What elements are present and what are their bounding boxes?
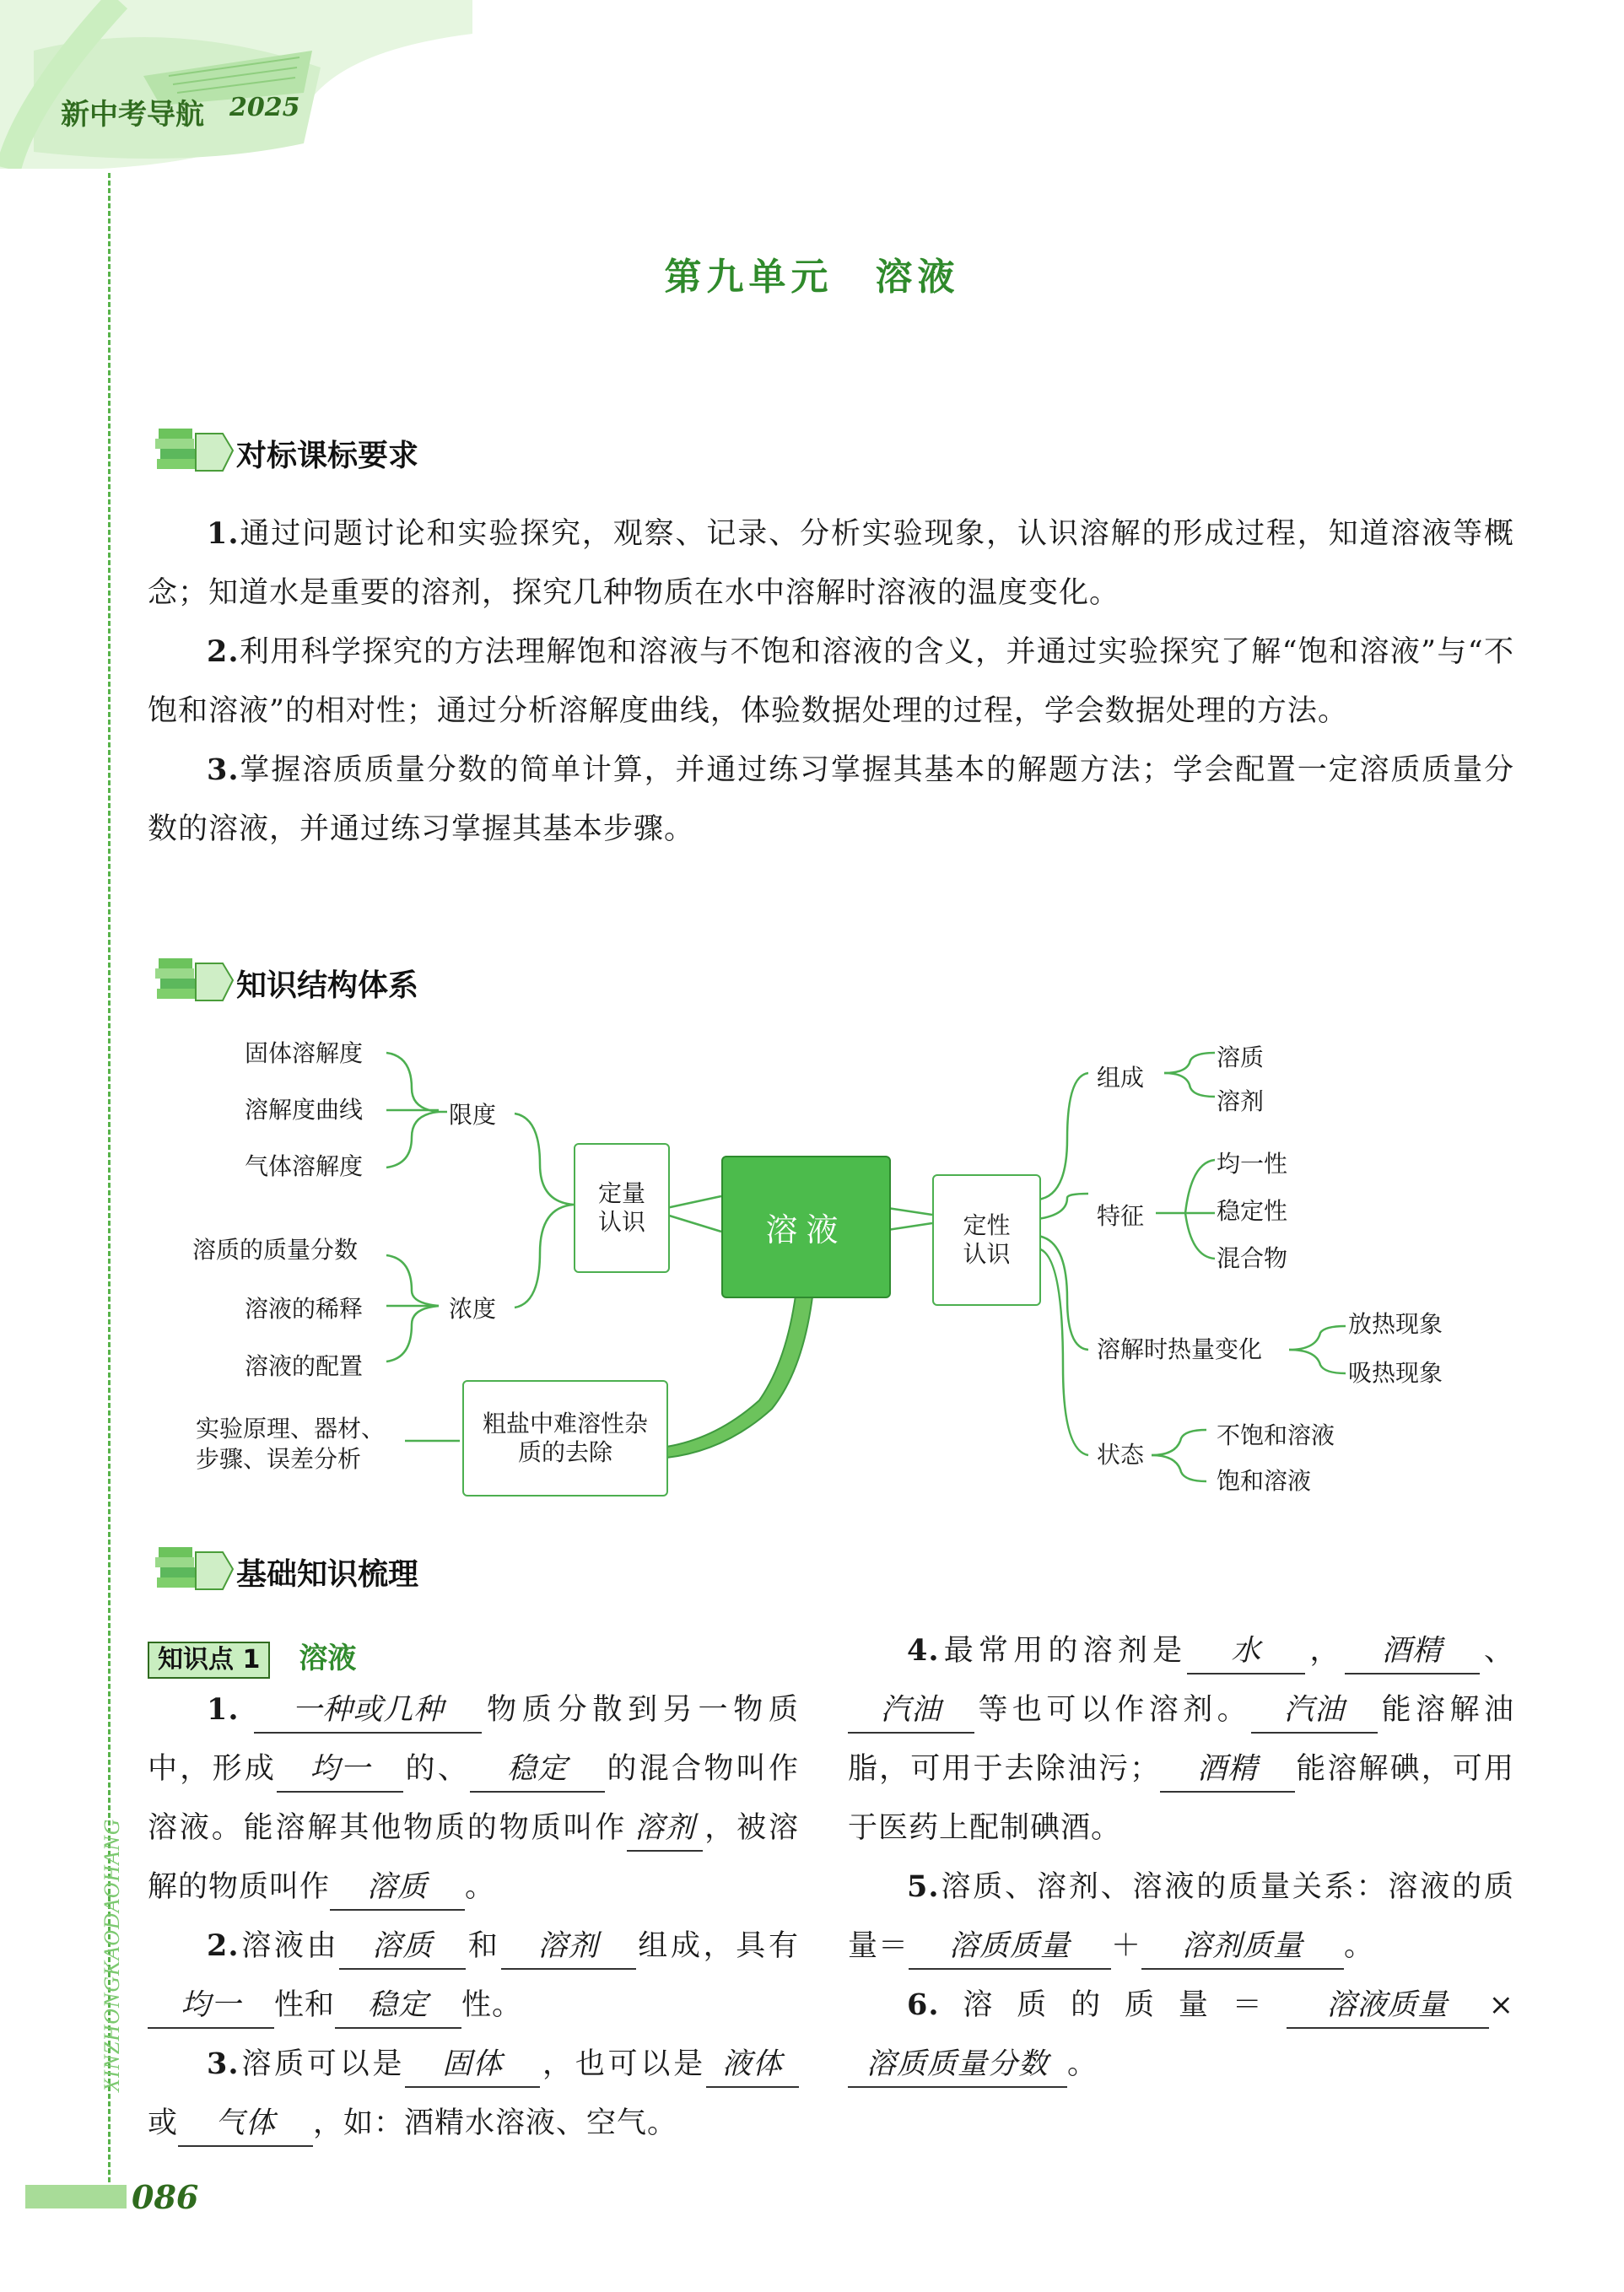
answer-blank: 气体 [178, 2101, 313, 2147]
answer-blank: 酒精 [1345, 1629, 1480, 1675]
mm-limit-item: 溶解度曲线 [245, 1096, 364, 1124]
books-icon [152, 422, 236, 483]
question-2: 2.溶液由 溶质 和 溶剂 组成，具有均一 性和 稳定 性。 [148, 1917, 799, 2035]
mm-conc: 浓度 [449, 1295, 497, 1323]
answer-blank: 固体 [405, 2042, 540, 2088]
answer-blank: 溶剂质量 [1141, 1924, 1344, 1970]
answer-blank: 溶质 [330, 1865, 465, 1911]
mm-qual-box: 定性认识 [932, 1174, 1041, 1306]
kp1-left-column [148, 1680, 799, 2153]
mm-comp-item: 溶质 [1217, 1044, 1265, 1071]
answer-blank: 水 [1187, 1629, 1305, 1675]
answer-blank: 均一 [277, 1747, 403, 1793]
kp1-right-column [848, 1621, 1514, 2094]
answer-blank: 汽油 [1251, 1688, 1378, 1734]
kp1-tag: 知识点 1 [148, 1642, 270, 1679]
side-pinyin-text: XINZHONGKAODAOHANG [100, 1818, 124, 2092]
answer-blank: 稳定 [335, 1983, 461, 2029]
answer-blank: 溶剂 [501, 1924, 636, 1970]
section-heading-structure: 知识结构体系 [152, 952, 658, 1012]
header-ship-banner [0, 0, 472, 169]
question-1: 1. 一种或几种 物质分散到另一物质中，形成 均一 的、 稳定 的混合物叫作溶液。能溶解其他物质的物质叫作 溶剂 ，被溶解的物质叫作 溶质 。 [148, 1680, 799, 1917]
mm-salt-note: 实验原理、器材、步骤、误差分析 [196, 1415, 386, 1473]
kp1-header [148, 1635, 806, 1679]
standard-item: 3.掌握溶质质量分数的简单计算，并通过练习掌握其基本的解题方法；学会配置一定溶质质量分数的溶液，并通过练习掌握其基本步骤。 [148, 752, 1514, 846]
answer-blank: 稳定 [470, 1747, 605, 1793]
mm-center-box: 溶液 [721, 1156, 891, 1298]
mm-feat-item: 混合物 [1217, 1244, 1288, 1272]
answer-blank: 汽油 [848, 1688, 974, 1734]
answer-blank: 液体 [706, 2042, 799, 2088]
mm-feat-item: 均一性 [1217, 1150, 1288, 1178]
mm-heat-item: 放热现象 [1348, 1310, 1443, 1338]
mm-comp-item: 溶剂 [1217, 1087, 1265, 1115]
answer-blank: 溶质质量 [909, 1924, 1111, 1970]
books-icon [152, 1540, 236, 1601]
brand-name: 新中考导航 [61, 98, 204, 132]
question-6: 6.溶质的质量＝ 溶液质量 ×溶质质量分数 。 [848, 1976, 1514, 2094]
mm-quant-box: 定量认识 [574, 1143, 670, 1273]
mm-state-item: 不饱和溶液 [1217, 1421, 1335, 1449]
answer-blank: 溶剂 [627, 1806, 703, 1852]
mm-salt-box: 粗盐中难溶性杂质的去除 [462, 1380, 668, 1497]
section-heading-standards: 对标课标要求 [152, 422, 658, 483]
page-number: 086 [132, 2178, 199, 2216]
mm-comp: 组成 [1097, 1064, 1145, 1092]
mm-limit-item: 气体溶解度 [245, 1152, 364, 1180]
mm-limit-item: 固体溶解度 [245, 1039, 364, 1067]
answer-blank: 溶质 [339, 1924, 466, 1970]
mm-state: 状态 [1097, 1441, 1145, 1469]
kp1-name: 溶液 [299, 1642, 357, 1675]
mm-heat: 溶解时热量变化 [1097, 1335, 1263, 1363]
question-5: 5.溶质、溶剂、溶液的质量关系：溶液的质量＝ 溶质质量 ＋ 溶剂质量 。 [848, 1858, 1514, 1976]
page-number-bar [25, 2185, 127, 2208]
question-3: 3.溶质可以是 固体 ，也可以是 液体或 气体 ，如：酒精水溶液、空气。 [148, 2035, 799, 2153]
mm-state-item: 饱和溶液 [1217, 1467, 1312, 1495]
answer-blank: 均一 [148, 1983, 274, 2029]
mm-conc-item: 溶液的配置 [245, 1352, 364, 1380]
brand-year: 2025 [229, 93, 300, 122]
answer-blank: 溶质质量分数 [848, 2042, 1067, 2088]
mm-feat: 特征 [1097, 1202, 1145, 1230]
section-heading-basics: 基础知识梳理 [152, 1540, 658, 1601]
mm-conc-item: 溶液的稀释 [245, 1295, 364, 1323]
mm-limit: 限度 [449, 1101, 497, 1129]
answer-blank: 一种或几种 [254, 1688, 482, 1734]
standard-item: 2.利用科学探究的方法理解饱和溶液与不饱和溶液的含义，并通过实验探究了解“饱和溶液”与“不饱和溶液”的相对性；通过分析溶解度曲线，体验数据处理的过程，学会数据处理的方法。 [148, 634, 1514, 728]
standards-list [148, 504, 1514, 859]
books-icon [152, 952, 236, 1012]
mm-heat-item: 吸热现象 [1348, 1359, 1443, 1387]
unit-title: 第九单元 溶液 [664, 256, 960, 299]
question-4: 4.最常用的溶剂是 水 ， 酒精 、汽油 等也可以作溶剂。 汽油 能溶解油脂，可用于去除油污； 酒精 能溶解碘，可用于医药上配制碘酒。 [848, 1621, 1514, 1858]
standard-item: 1.通过问题讨论和实验探究，观察、记录、分析实验现象，认识溶解的形成过程，知道溶液等概念；知道水是重要的溶剂，探究几种物质在水中溶解时溶液的温度变化。 [148, 516, 1514, 610]
mm-feat-item: 稳定性 [1217, 1197, 1288, 1225]
mm-conc-item: 溶质的质量分数 [192, 1236, 359, 1264]
answer-blank: 溶液质量 [1287, 1983, 1489, 2029]
answer-blank: 酒精 [1160, 1747, 1295, 1793]
